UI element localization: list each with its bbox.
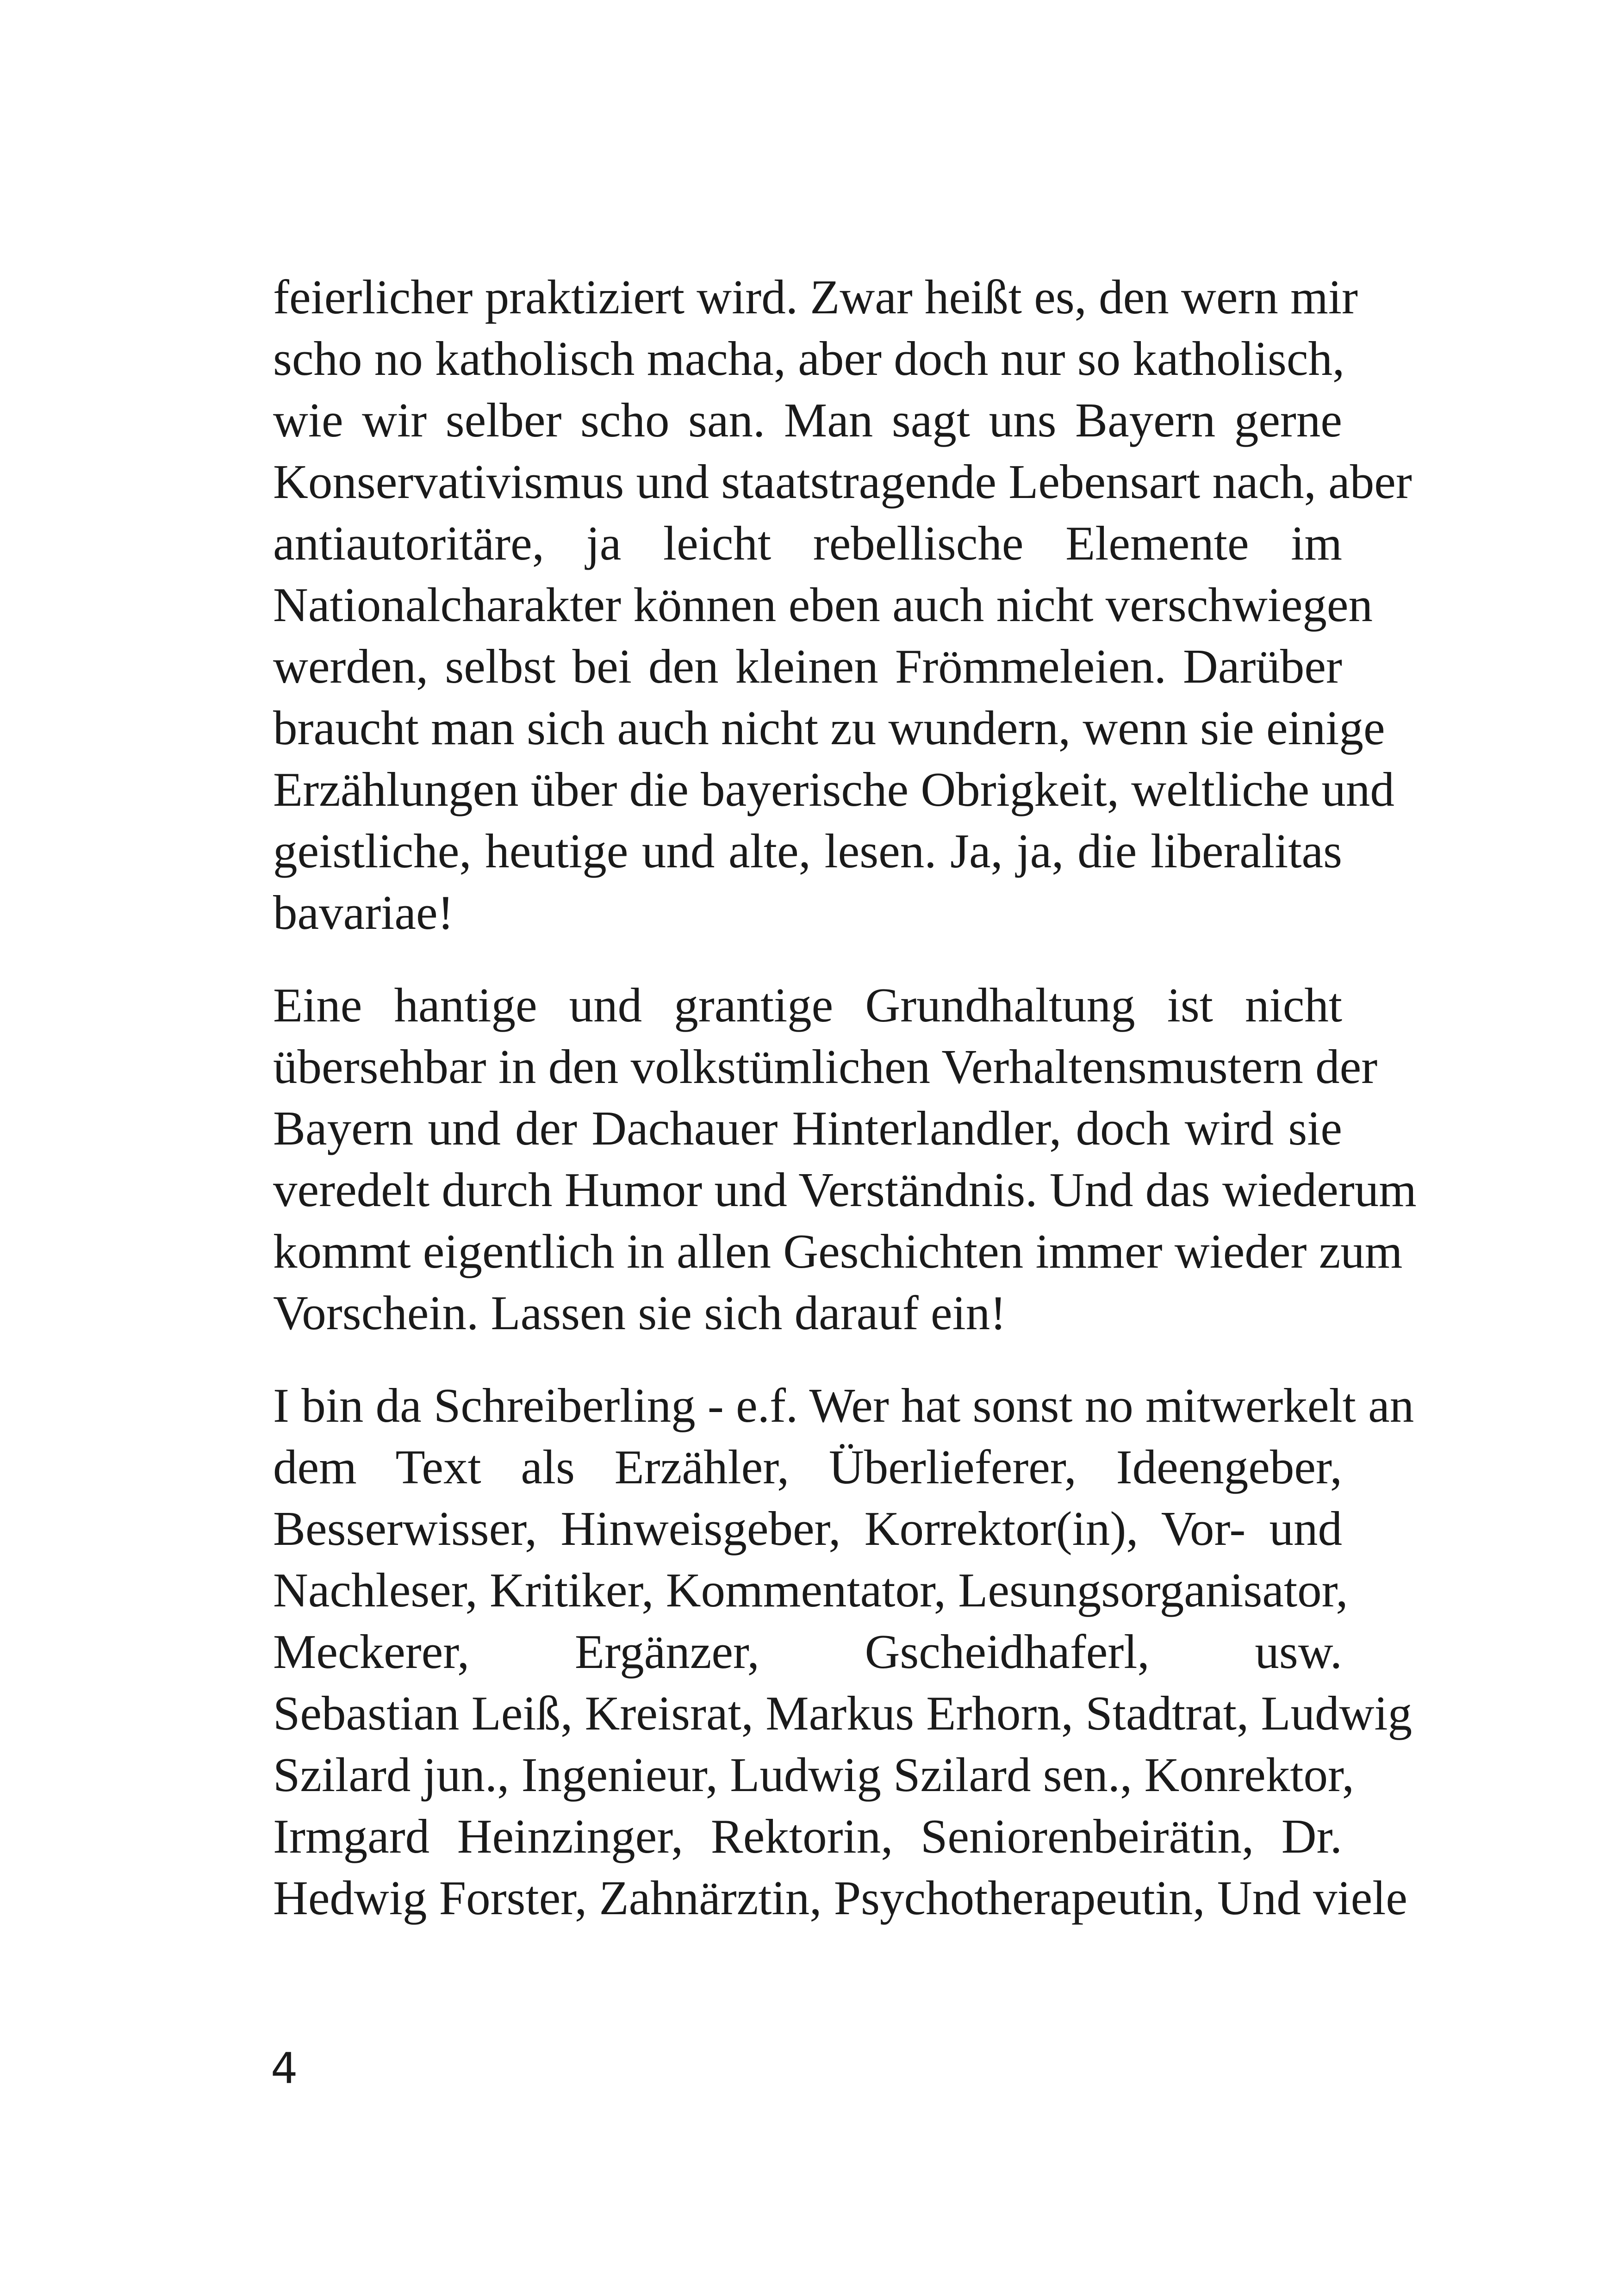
text-line: werden, selbst bei den kleinen Frömmeleien. Darüber <box>273 639 1342 693</box>
text-line: geistliche, heutige und alte, lesen. Ja, ja, die liberalitas <box>273 824 1342 878</box>
text-line: antiautoritäre, ja leicht rebellische Elemente im <box>273 516 1342 570</box>
text-line: feierlicher praktiziert wird. Zwar heißt es, den wern mir <box>273 270 1358 324</box>
paragraph-3 <box>273 1375 1414 1929</box>
paragraph-1 <box>273 266 1412 943</box>
body-text <box>273 266 1417 1929</box>
text-line: veredelt durch Humor und Verständnis. Und das wiederum <box>273 1163 1417 1217</box>
text-line: kommt eigentlich in allen Geschichten immer wieder zum <box>273 1224 1403 1278</box>
text-line: Besserwisser, Hinweisgeber, Korrektor(in), Vor- und <box>273 1501 1342 1556</box>
text-line: bavariae! <box>273 885 454 940</box>
text-line: Vorschein. Lassen sie sich darauf ein! <box>273 1286 1007 1340</box>
text-line: I bin da Schreiberling - e.f. Wer hat sonst no mitwerkelt an <box>273 1378 1414 1432</box>
text-line: übersehbar in den volkstümlichen Verhaltensmustern der <box>273 1039 1378 1094</box>
text-line: wie wir selber scho san. Man sagt uns Bayern gerne <box>273 393 1342 447</box>
text-line: Meckerer, Ergänzer, Gscheidhaferl, usw. <box>273 1624 1342 1679</box>
paragraph-2 <box>273 974 1417 1344</box>
paragraph-spacer <box>273 943 1342 974</box>
text-line: Konservativismus und staatstragende Lebensart nach, aber <box>273 454 1412 509</box>
text-line: braucht man sich auch nicht zu wundern, wenn sie einige <box>273 701 1385 755</box>
text-line: Eine hantige und grantige Grundhaltung ist nicht <box>273 978 1342 1032</box>
paragraph-spacer <box>273 1344 1342 1375</box>
text-line: Erzählungen über die bayerische Obrigkeit, weltliche und <box>273 762 1394 816</box>
text-line: scho no katholisch macha, aber doch nur so katholisch, <box>273 331 1345 386</box>
text-line: Irmgard Heinzinger, Rektorin, Seniorenbeirätin, Dr. <box>273 1809 1342 1863</box>
text-line: Hedwig Forster, Zahnärztin, Psychotherapeutin, Und viele <box>273 1871 1407 1925</box>
page-number: 4 <box>271 2044 298 2093</box>
text-line: dem Text als Erzähler, Überlieferer, Ideengeber, <box>273 1440 1342 1494</box>
text-line: Nachleser, Kritiker, Kommentator, Lesungsorganisator, <box>273 1563 1348 1617</box>
text-line: Szilard jun., Ingenieur, Ludwig Szilard sen., Konrektor, <box>273 1748 1355 1802</box>
text-line: Sebastian Leiß, Kreisrat, Markus Erhorn, Stadtrat, Ludwig <box>273 1686 1413 1740</box>
text-line: Bayern und der Dachauer Hinterlandler, doch wird sie <box>273 1101 1342 1155</box>
text-line: Nationalcharakter können eben auch nicht verschwiegen <box>273 578 1373 632</box>
